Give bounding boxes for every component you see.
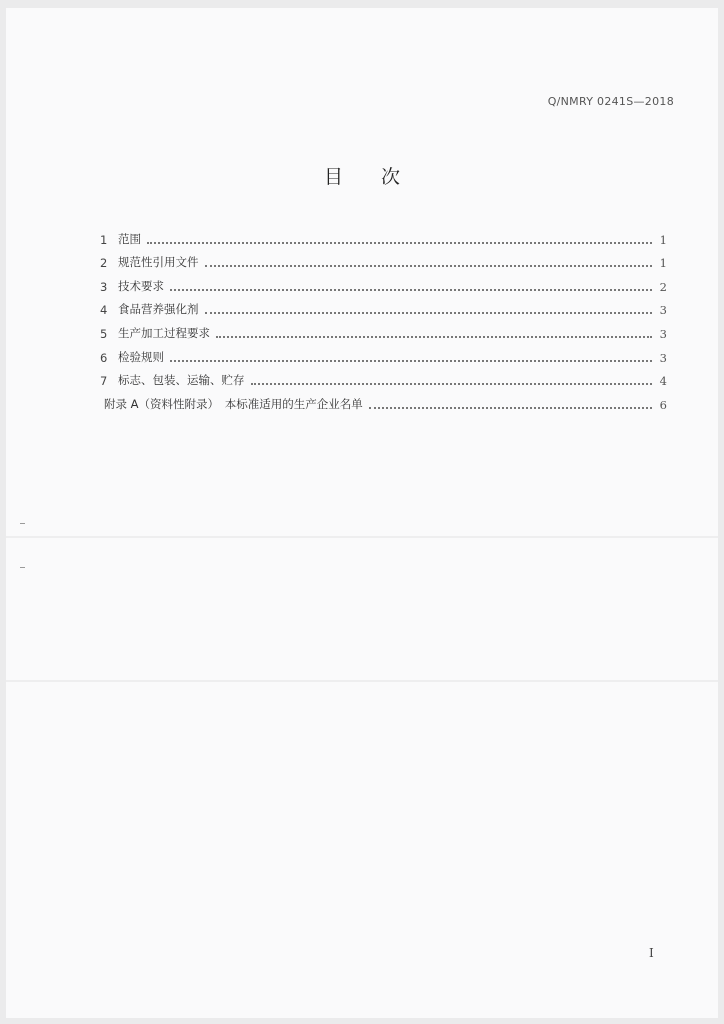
toc-entry-label: 附录 A（资料性附录） 本标准适用的生产企业名单: [104, 396, 363, 411]
toc-entry[interactable]: [97, 247, 667, 271]
toc-entry[interactable]: [97, 365, 667, 389]
toc-entry-page: 4: [659, 374, 667, 389]
standard-code: Q/NMRY 0241S—2018: [547, 95, 674, 108]
toc-entry-page: 3: [659, 303, 667, 318]
scan-artifact-band: [6, 536, 718, 538]
toc-entry-number: 6: [100, 350, 108, 365]
table-of-contents: [97, 223, 667, 412]
toc-entry-label: 生产加工过程要求: [118, 325, 210, 340]
page-title: 目 次: [323, 166, 417, 188]
dot-leader: [216, 336, 652, 338]
dot-leader: [205, 312, 653, 314]
dot-leader: [369, 407, 652, 409]
toc-entry-number: 1: [100, 232, 108, 247]
toc-entry-label: 范围: [118, 231, 141, 246]
toc-entry-page: 6: [659, 397, 667, 412]
toc-entry-label: 技术要求: [118, 278, 164, 293]
scan-artifact-band: [6, 680, 718, 682]
dot-leader: [170, 289, 652, 291]
toc-entry-label: 食品营养强化剂: [118, 302, 199, 317]
toc-entry-number: 2: [100, 256, 108, 271]
page-number: I: [649, 946, 654, 960]
scan-artifact-mark: [20, 523, 25, 524]
dot-leader: [170, 360, 652, 362]
dot-leader: [147, 242, 652, 244]
toc-entry-page: 1: [659, 256, 667, 271]
toc-entry[interactable]: [97, 223, 667, 247]
toc-entry-page: 3: [659, 350, 667, 365]
toc-entry-number: 4: [100, 303, 108, 318]
toc-entry-number: 5: [100, 326, 108, 341]
toc-entry-appendix[interactable]: [6, 388, 667, 412]
toc-entry[interactable]: [97, 341, 667, 365]
toc-entry[interactable]: [97, 294, 667, 318]
toc-entry[interactable]: [97, 317, 667, 341]
toc-entry-page: 2: [659, 279, 667, 294]
scan-artifact-mark: [20, 567, 25, 568]
document-page: [6, 8, 718, 1018]
toc-entry-page: 1: [659, 232, 667, 247]
toc-entry-label: 检验规则: [118, 349, 164, 364]
toc-entry-label: 标志、包装、运输、贮存: [118, 373, 245, 388]
toc-entry-number: 7: [100, 374, 108, 389]
toc-entry-label: 规范性引用文件: [118, 255, 199, 270]
toc-entry-number: 3: [100, 279, 108, 294]
dot-leader: [205, 265, 653, 267]
dot-leader: [251, 383, 653, 385]
toc-entry[interactable]: [97, 270, 667, 294]
toc-entry-page: 3: [659, 326, 667, 341]
